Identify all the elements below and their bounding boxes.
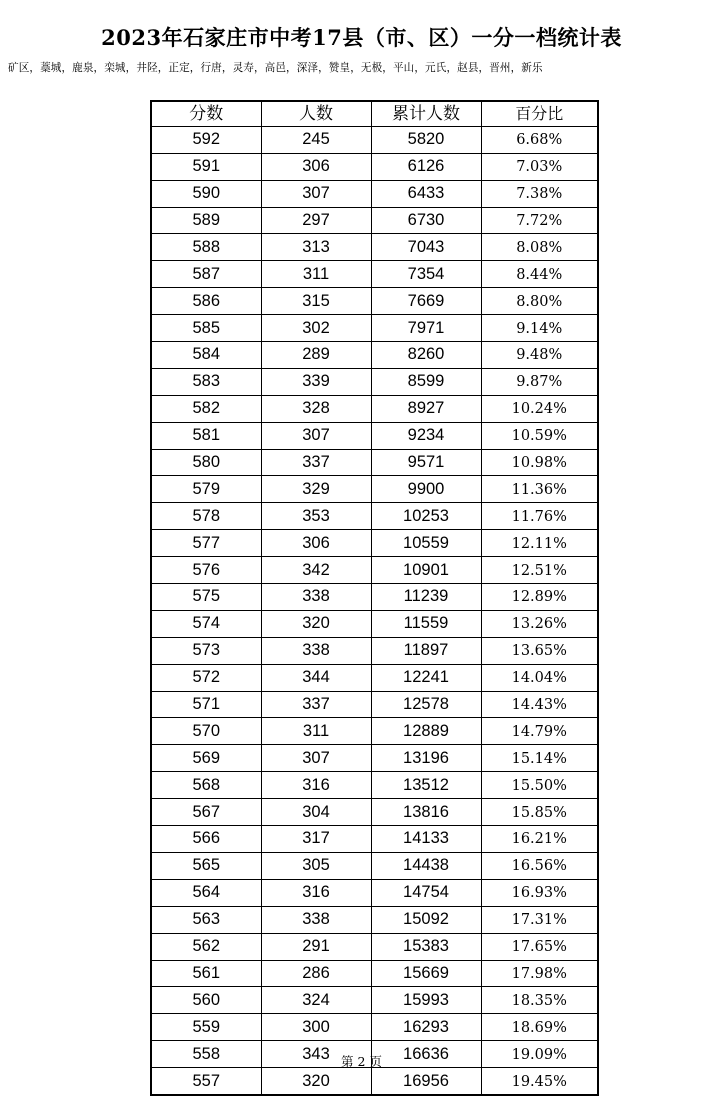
cell-cumulative: 15993 <box>371 987 481 1014</box>
cell-cumulative: 11559 <box>371 610 481 637</box>
cell-score: 576 <box>151 557 261 584</box>
cell-cumulative: 16956 <box>371 1068 481 1095</box>
header-score: 分数 <box>151 101 261 126</box>
cell-count: 315 <box>261 288 371 315</box>
cell-count: 304 <box>261 799 371 826</box>
cell-percent: 8.44% <box>481 261 598 288</box>
cell-score: 568 <box>151 772 261 799</box>
cell-score: 558 <box>151 1041 261 1068</box>
table-row <box>151 852 598 879</box>
cell-score: 561 <box>151 960 261 987</box>
cell-count: 305 <box>261 852 371 879</box>
cell-cumulative: 7354 <box>371 261 481 288</box>
cell-cumulative: 13816 <box>371 799 481 826</box>
cell-count: 329 <box>261 476 371 503</box>
cell-cumulative: 12889 <box>371 718 481 745</box>
cell-cumulative: 12241 <box>371 664 481 691</box>
cell-score: 563 <box>151 906 261 933</box>
cell-cumulative: 13196 <box>371 745 481 772</box>
cell-percent: 17.98% <box>481 960 598 987</box>
cell-percent: 11.36% <box>481 476 598 503</box>
cell-count: 342 <box>261 557 371 584</box>
cell-count: 337 <box>261 449 371 476</box>
table-row <box>151 342 598 369</box>
cell-count: 317 <box>261 826 371 853</box>
table-row <box>151 180 598 207</box>
cell-count: 307 <box>261 422 371 449</box>
cell-count: 316 <box>261 879 371 906</box>
page-title: 2023年石家庄市中考17县（市、区）一分一档统计表 <box>101 25 622 50</box>
cell-score: 566 <box>151 826 261 853</box>
cell-percent: 10.98% <box>481 449 598 476</box>
cell-percent: 9.14% <box>481 315 598 342</box>
cell-score: 584 <box>151 342 261 369</box>
cell-percent: 12.11% <box>481 530 598 557</box>
cell-cumulative: 14754 <box>371 879 481 906</box>
table-row <box>151 476 598 503</box>
cell-count: 313 <box>261 234 371 261</box>
cell-cumulative: 11897 <box>371 637 481 664</box>
cell-score: 578 <box>151 503 261 530</box>
cell-percent: 15.14% <box>481 745 598 772</box>
cell-cumulative: 9571 <box>371 449 481 476</box>
cell-score: 589 <box>151 207 261 234</box>
cell-count: 320 <box>261 610 371 637</box>
cell-score: 572 <box>151 664 261 691</box>
cell-cumulative: 14133 <box>371 826 481 853</box>
table-row <box>151 1014 598 1041</box>
cell-percent: 10.59% <box>481 422 598 449</box>
cell-score: 591 <box>151 153 261 180</box>
cell-cumulative: 10901 <box>371 557 481 584</box>
cell-percent: 6.68% <box>481 126 598 153</box>
table-row <box>151 1068 598 1095</box>
cell-percent: 11.76% <box>481 503 598 530</box>
cell-cumulative: 8599 <box>371 368 481 395</box>
cell-score: 569 <box>151 745 261 772</box>
table-row <box>151 395 598 422</box>
cell-score: 580 <box>151 449 261 476</box>
cell-score: 574 <box>151 610 261 637</box>
cell-score: 590 <box>151 180 261 207</box>
cell-score: 565 <box>151 852 261 879</box>
cell-cumulative: 11239 <box>371 584 481 611</box>
cell-cumulative: 7043 <box>371 234 481 261</box>
table-row <box>151 772 598 799</box>
table-row <box>151 584 598 611</box>
cell-percent: 12.51% <box>481 557 598 584</box>
cell-percent: 16.21% <box>481 826 598 853</box>
cell-score: 579 <box>151 476 261 503</box>
table-row <box>151 234 598 261</box>
cell-score: 587 <box>151 261 261 288</box>
cell-count: 307 <box>261 745 371 772</box>
table-row <box>151 610 598 637</box>
table-header-row <box>151 101 598 126</box>
cell-count: 339 <box>261 368 371 395</box>
header-count: 人数 <box>261 101 371 126</box>
cell-count: 320 <box>261 1068 371 1095</box>
cell-score: 585 <box>151 315 261 342</box>
table-row <box>151 422 598 449</box>
cell-count: 324 <box>261 987 371 1014</box>
cell-cumulative: 7971 <box>371 315 481 342</box>
cell-score: 573 <box>151 637 261 664</box>
cell-cumulative: 8927 <box>371 395 481 422</box>
cell-cumulative: 10559 <box>371 530 481 557</box>
cell-score: 564 <box>151 879 261 906</box>
cell-count: 302 <box>261 315 371 342</box>
cell-count: 300 <box>261 1014 371 1041</box>
score-table <box>150 100 599 1096</box>
cell-count: 338 <box>261 906 371 933</box>
table-row <box>151 126 598 153</box>
cell-percent: 14.43% <box>481 691 598 718</box>
cell-cumulative: 6730 <box>371 207 481 234</box>
cell-count: 311 <box>261 718 371 745</box>
table-row <box>151 879 598 906</box>
cell-score: 586 <box>151 288 261 315</box>
cell-count: 343 <box>261 1041 371 1068</box>
cell-count: 291 <box>261 933 371 960</box>
cell-count: 297 <box>261 207 371 234</box>
cell-cumulative: 16636 <box>371 1041 481 1068</box>
cell-percent: 7.03% <box>481 153 598 180</box>
cell-percent: 13.26% <box>481 610 598 637</box>
cell-percent: 7.38% <box>481 180 598 207</box>
cell-score: 557 <box>151 1068 261 1095</box>
cell-percent: 13.65% <box>481 637 598 664</box>
cell-cumulative: 13512 <box>371 772 481 799</box>
table-row <box>151 557 598 584</box>
cell-percent: 7.72% <box>481 207 598 234</box>
cell-count: 311 <box>261 261 371 288</box>
cell-score: 570 <box>151 718 261 745</box>
cell-percent: 18.69% <box>481 1014 598 1041</box>
cell-score: 562 <box>151 933 261 960</box>
table-row <box>151 691 598 718</box>
cell-cumulative: 9900 <box>371 476 481 503</box>
cell-count: 286 <box>261 960 371 987</box>
table-row <box>151 799 598 826</box>
cell-score: 577 <box>151 530 261 557</box>
cell-score: 581 <box>151 422 261 449</box>
cell-percent: 9.87% <box>481 368 598 395</box>
table-row <box>151 718 598 745</box>
cell-percent: 14.79% <box>481 718 598 745</box>
cell-score: 571 <box>151 691 261 718</box>
cell-count: 338 <box>261 637 371 664</box>
cell-count: 306 <box>261 530 371 557</box>
cell-count: 245 <box>261 126 371 153</box>
cell-percent: 8.08% <box>481 234 598 261</box>
table-row <box>151 315 598 342</box>
cell-cumulative: 15092 <box>371 906 481 933</box>
cell-score: 567 <box>151 799 261 826</box>
cell-percent: 14.04% <box>481 664 598 691</box>
cell-cumulative: 15383 <box>371 933 481 960</box>
page-number: 第 2 页 <box>341 1054 382 1069</box>
cell-cumulative: 15669 <box>371 960 481 987</box>
table-row <box>151 826 598 853</box>
cell-percent: 17.31% <box>481 906 598 933</box>
cell-count: 344 <box>261 664 371 691</box>
cell-percent: 19.45% <box>481 1068 598 1095</box>
cell-score: 588 <box>151 234 261 261</box>
cell-percent: 18.35% <box>481 987 598 1014</box>
cell-percent: 12.89% <box>481 584 598 611</box>
table-row <box>151 987 598 1014</box>
table-row <box>151 449 598 476</box>
cell-percent: 17.65% <box>481 933 598 960</box>
table-row <box>151 503 598 530</box>
cell-cumulative: 7669 <box>371 288 481 315</box>
cell-cumulative: 10253 <box>371 503 481 530</box>
cell-score: 559 <box>151 1014 261 1041</box>
cell-count: 307 <box>261 180 371 207</box>
cell-score: 575 <box>151 584 261 611</box>
table-row <box>151 153 598 180</box>
table-row <box>151 637 598 664</box>
cell-score: 592 <box>151 126 261 153</box>
cell-cumulative: 6433 <box>371 180 481 207</box>
cell-count: 337 <box>261 691 371 718</box>
cell-percent: 19.09% <box>481 1041 598 1068</box>
cell-count: 328 <box>261 395 371 422</box>
header-cumulative: 累计人数 <box>371 101 481 126</box>
cell-count: 289 <box>261 342 371 369</box>
header-percent: 百分比 <box>481 101 598 126</box>
table-row <box>151 530 598 557</box>
cell-cumulative: 6126 <box>371 153 481 180</box>
cell-count: 353 <box>261 503 371 530</box>
table-row <box>151 933 598 960</box>
table-row <box>151 745 598 772</box>
table-row <box>151 960 598 987</box>
table-row <box>151 368 598 395</box>
cell-count: 316 <box>261 772 371 799</box>
cell-percent: 15.50% <box>481 772 598 799</box>
cell-percent: 16.93% <box>481 879 598 906</box>
table-row <box>151 261 598 288</box>
cell-cumulative: 8260 <box>371 342 481 369</box>
cell-count: 338 <box>261 584 371 611</box>
cell-cumulative: 5820 <box>371 126 481 153</box>
cell-cumulative: 14438 <box>371 852 481 879</box>
cell-cumulative: 12578 <box>371 691 481 718</box>
cell-percent: 9.48% <box>481 342 598 369</box>
table-row <box>151 207 598 234</box>
table-row <box>151 288 598 315</box>
cell-percent: 10.24% <box>481 395 598 422</box>
cell-percent: 16.56% <box>481 852 598 879</box>
cell-score: 582 <box>151 395 261 422</box>
cell-count: 306 <box>261 153 371 180</box>
table-row <box>151 664 598 691</box>
cell-score: 560 <box>151 987 261 1014</box>
table-row <box>151 906 598 933</box>
cell-percent: 15.85% <box>481 799 598 826</box>
county-list: 矿区，藁城，鹿泉，栾城，井陉，正定，行唐，灵寿，高邑，深泽，赞皇，无极，平山，元氏，赵县，晋州，新乐 <box>8 62 543 74</box>
cell-cumulative: 9234 <box>371 422 481 449</box>
cell-score: 583 <box>151 368 261 395</box>
cell-percent: 8.80% <box>481 288 598 315</box>
cell-cumulative: 16293 <box>371 1014 481 1041</box>
